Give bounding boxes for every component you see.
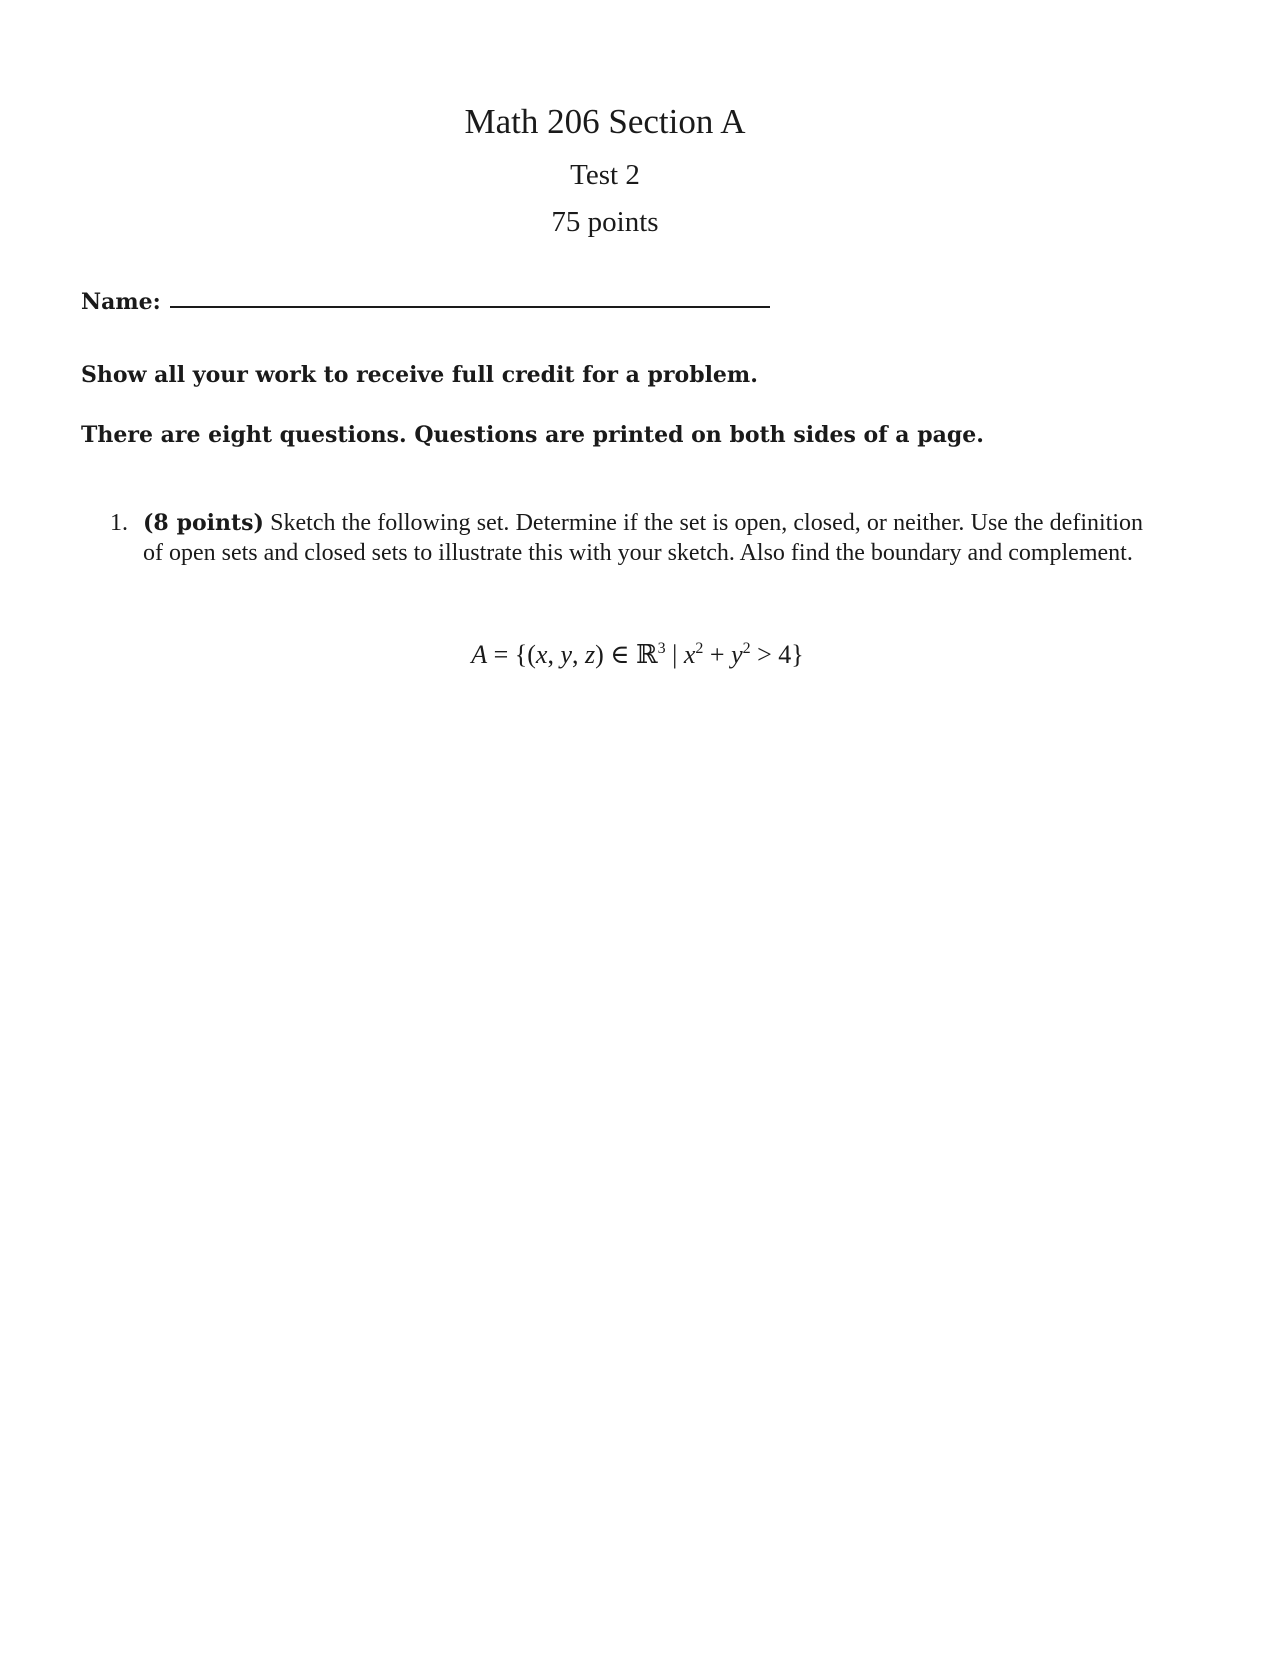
instruction-question-count: There are eight questions. Questions are printed on both sides of a page. bbox=[81, 422, 984, 448]
eq-open: = {( bbox=[487, 640, 536, 669]
eq-set-name: A bbox=[471, 640, 488, 669]
set-definition-equation bbox=[0, 638, 1275, 672]
eq-bar: | bbox=[665, 640, 684, 669]
eq-exp-3: 3 bbox=[657, 640, 666, 657]
eq-y-sq: y bbox=[731, 640, 743, 669]
name-label: Name: bbox=[81, 289, 161, 315]
eq-x-sq: x bbox=[683, 640, 696, 669]
eq-plus: + bbox=[703, 640, 732, 669]
question-body bbox=[143, 508, 1143, 568]
question-points: (8 points) bbox=[143, 510, 264, 536]
test-number: Test 2 bbox=[570, 159, 640, 191]
exam-title: Math 206 Section A bbox=[464, 102, 746, 141]
eq-z: z bbox=[585, 640, 596, 669]
eq-in-reals: ) ∈ ℝ bbox=[595, 640, 658, 669]
instruction-show-work: Show all your work to receive full credit for a problem. bbox=[81, 362, 758, 388]
total-points: 75 points bbox=[551, 206, 659, 238]
eq-x: x bbox=[535, 640, 548, 669]
eq-comma-1: , bbox=[547, 640, 561, 669]
eq-exp-2a: 2 bbox=[695, 640, 704, 657]
eq-exp-2b: 2 bbox=[742, 640, 751, 657]
eq-rhs: > 4} bbox=[750, 640, 804, 669]
name-field bbox=[81, 282, 771, 322]
question-number: 1. bbox=[110, 510, 128, 536]
eq-comma-2: , bbox=[572, 640, 585, 669]
eq-y: y bbox=[560, 640, 572, 669]
name-blank-line bbox=[170, 306, 770, 308]
question-text: Sketch the following set. Determine if the set is open, closed, or neither. Use the definition of open sets and closed sets to illustrate this with your sketch. Also find the boundary and complement. bbox=[143, 510, 1143, 566]
